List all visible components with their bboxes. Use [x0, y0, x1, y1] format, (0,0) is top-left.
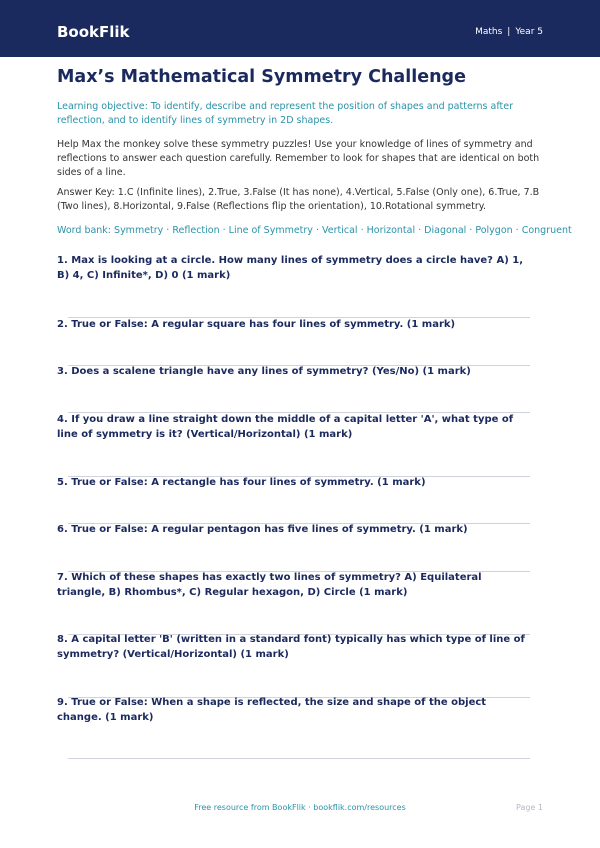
question-6: 6. True or False: A regular pentagon has five lines of symmetry. (1 mark) — [57, 524, 468, 535]
question-8: 8. A capital letter 'B' (written in a standard font) typically has which type of line of symmetry? (Vertical/Horizontal) (1 mark) — [57, 634, 525, 660]
learning-objective: Learning objective: To identify, describe and represent the position of shapes and patterns after reflection, and to identify lines of symmetry in 2D shapes. — [57, 101, 513, 126]
subject-label: Maths — [475, 27, 503, 37]
answer-line-9 — [68, 758, 530, 759]
question-9: 9. True or False: When a shape is reflected, the size and shape of the object change. (1 mark) — [57, 697, 487, 723]
question-2: 2. True or False: A regular square has four lines of symmetry. (1 mark) — [57, 319, 456, 330]
page-header — [0, 0, 600, 57]
intro-text: Help Max the monkey solve these symmetry puzzles! Use your knowledge of lines of symmetry and reflections to answer each question carefully. Remember to look for shapes that are identical on both sides of a line. — [57, 139, 540, 178]
question-7: 7. Which of these shapes has exactly two lines of symmetry? A) Equilateral triangle, B) Rhombus*, C) Regular hexagon, D) Circle (1 mark) — [57, 572, 482, 598]
brand-logo[interactable]: BookFlik — [57, 23, 130, 41]
page-title: Max’s Mathematical Symmetry Challenge — [57, 67, 466, 87]
question-1: 1. Max is looking at a circle. How many lines of symmetry does a circle have? A) 1, B) 4, C) Infinite*, D) 0 (1 mark) — [57, 255, 524, 281]
meta-separator: | — [507, 27, 511, 37]
page-number: Page 1 — [516, 803, 543, 812]
footer-resource-link[interactable]: Free resource from BookFlik · bookflik.com/resources — [194, 803, 406, 812]
word-bank: Word bank: Symmetry · Reflection · Line of Symmetry · Vertical · Horizontal · Diagonal · Polygon · Congruent — [57, 225, 572, 236]
question-3: 3. Does a scalene triangle have any lines of symmetry? (Yes/No) (1 mark) — [57, 366, 471, 377]
subject-year-label — [475, 26, 543, 38]
question-4: 4. If you draw a line straight down the middle of a capital letter 'A', what type of line of symmetry is it? (Vertical/Horizontal) (1 mark) — [57, 414, 514, 440]
answer-key: Answer Key: 1.C (Infinite lines), 2.True, 3.False (It has none), 4.Vertical, 5.False (Only one), 6.True, 7.B (Two lines), 8.Horizontal, 9.False (Reflections flip the orientation), 10.Rotational symmetry. — [57, 187, 540, 212]
question-5: 5. True or False: A rectangle has four lines of symmetry. (1 mark) — [57, 477, 426, 488]
year-label: Year 5 — [515, 27, 543, 37]
